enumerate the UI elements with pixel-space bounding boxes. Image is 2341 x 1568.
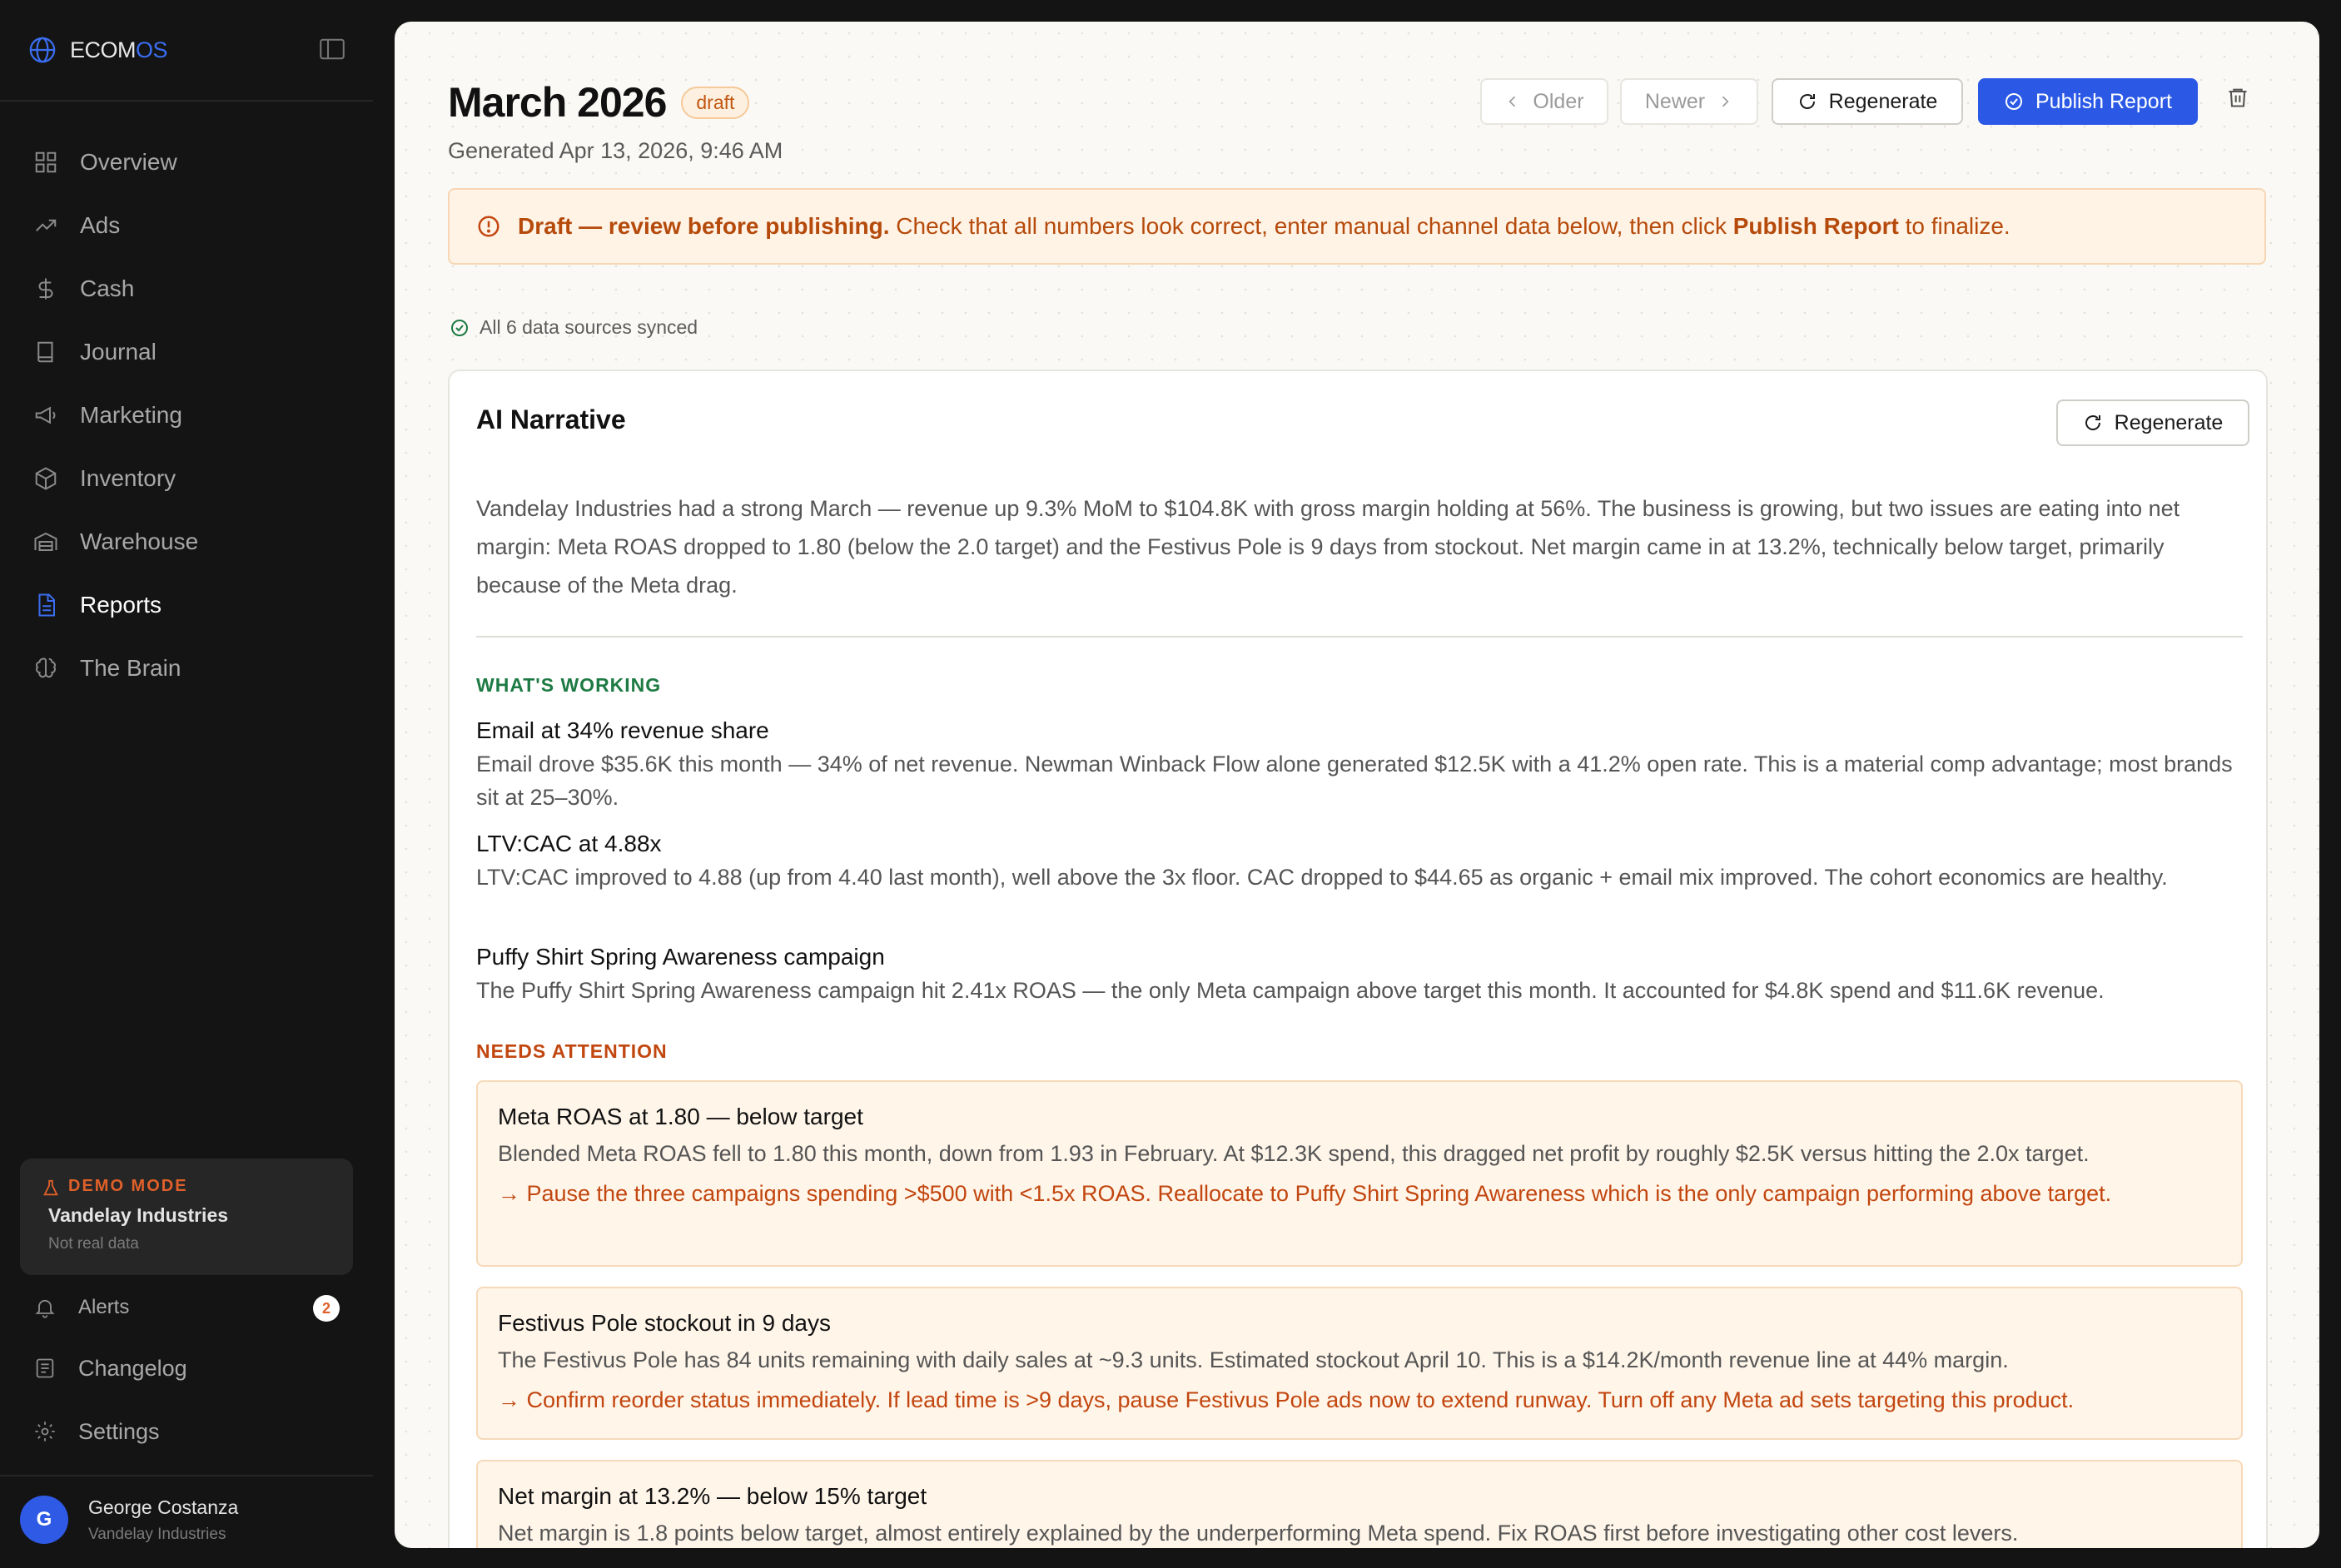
brand-name-part1: ECOM	[70, 37, 136, 62]
sync-status-text: All 6 data sources synced	[480, 316, 698, 338]
regenerate-label: Regenerate	[1828, 89, 1938, 113]
document-icon	[33, 593, 58, 618]
alert-text-2: to finalize.	[1898, 213, 2010, 239]
older-button[interactable]	[1480, 78, 1608, 125]
item-title: LTV:CAC at 4.88x	[476, 831, 662, 856]
globe-icon	[28, 36, 57, 64]
alert-text-1: Check that all numbers look correct, enter manual channel data below, then click	[889, 213, 1733, 239]
item-body: The Puffy Shirt Spring Awareness campaign hit 2.41x ROAS — the only Meta campaign above target this month. It accounted for $4.8K spend and $11.6K revenue.	[476, 978, 2105, 1003]
publish-report-button[interactable]	[1978, 78, 2198, 125]
bell-icon	[33, 1296, 57, 1319]
card-divider	[476, 636, 2243, 638]
sidebar-item-cash[interactable]	[33, 268, 134, 310]
sidebar-collapse-icon[interactable]	[320, 38, 345, 64]
alert-circle-icon	[476, 214, 501, 239]
sidebar-item-alerts[interactable]	[33, 1289, 129, 1326]
sidebar-item-changelog[interactable]	[33, 1350, 187, 1387]
trending-up-icon	[33, 213, 58, 238]
list-item	[476, 717, 2243, 814]
warehouse-icon	[33, 529, 58, 554]
attention-item	[476, 1287, 2243, 1440]
newer-label: Newer	[1644, 89, 1706, 113]
sync-status	[450, 316, 698, 339]
delete-report-button[interactable]	[2226, 85, 2249, 114]
demo-company: Vandelay Industries	[48, 1204, 229, 1226]
user-profile[interactable]	[20, 1496, 238, 1544]
sidebar-item-label: The Brain	[80, 655, 181, 681]
avatar: G	[20, 1496, 68, 1544]
draft-alert-text	[518, 213, 2010, 240]
item-body: Email drove $35.6K this month — 34% of net revenue. Newman Winback Flow alone generated $12.5K with a 41.2% open rate. This is a material comp advantage; most brands sit at 25–30%.	[476, 752, 2233, 810]
item-title: Email at 34% revenue share	[476, 717, 769, 743]
flask-icon	[42, 1179, 60, 1198]
sidebar-item-label: Ads	[80, 212, 121, 238]
sidebar-item-label: Cash	[80, 275, 135, 301]
sidebar-item-overview[interactable]	[33, 141, 177, 183]
sidebar-divider	[0, 100, 373, 102]
sidebar-item-label: Changelog	[78, 1355, 187, 1381]
refresh-icon	[1797, 92, 1817, 112]
sidebar-item-marketing[interactable]	[33, 394, 182, 436]
alert-strong-2: Publish Report	[1732, 213, 1899, 239]
item-title: Puffy Shirt Spring Awareness campaign	[476, 944, 885, 970]
sidebar-item-ads[interactable]	[33, 205, 120, 246]
brain-icon	[33, 656, 58, 681]
sidebar-item-label: Journal	[80, 339, 157, 365]
demo-note: Not real data	[48, 1235, 139, 1253]
sidebar	[0, 0, 373, 1568]
publish-label: Publish Report	[2035, 89, 2172, 113]
needs-attention-label: NEEDS ATTENTION	[476, 1040, 668, 1062]
generated-timestamp: Generated Apr 13, 2026, 9:46 AM	[448, 138, 783, 163]
alert-strong: Draft — review before publishing.	[518, 213, 890, 239]
sidebar-item-label: Marketing	[80, 402, 182, 428]
newer-button[interactable]	[1620, 78, 1758, 125]
narrative-summary: Vandelay Industries had a strong March — revenue up 9.3% MoM to $104.8K with gross margin holding at 56%. The business is growing, but two issues are eating into net margin: Meta ROAS dropped to 1.80 (below the 2.0 target) and the Festivus Pole is 9 days from stockout. Net margin came in at 13.2%, technically below target, primarily because of the Meta drag.	[476, 496, 2180, 598]
attention-body: Net margin is 1.8 points below target, almost entirely explained by the underperforming Meta spend. Fix ROAS first before investigating other cost levers.	[498, 1521, 2019, 1546]
page-title: March 2026	[448, 79, 667, 126]
attention-action: → Pause the three campaigns spending >$500 with <1.5x ROAS. Reallocate to Puffy Shirt Spring Awareness which is the only campaign performing above target.	[498, 1181, 2112, 1206]
chevron-right-icon	[1717, 93, 1733, 110]
regenerate-label: Regenerate	[2114, 410, 2224, 434]
brand-name-part2: OS	[136, 37, 168, 62]
sidebar-item-inventory[interactable]	[33, 458, 176, 499]
attention-item	[476, 1460, 2243, 1548]
box-icon	[33, 466, 58, 491]
attention-title: Festivus Pole stockout in 9 days	[498, 1310, 831, 1336]
sidebar-item-label: Warehouse	[80, 528, 199, 554]
sidebar-item-the-brain[interactable]	[33, 648, 181, 689]
refresh-icon	[2083, 413, 2103, 433]
list-item	[476, 831, 2243, 894]
sidebar-item-label: Alerts	[78, 1296, 130, 1318]
page-header	[448, 78, 749, 127]
gear-icon	[33, 1420, 57, 1443]
grid-icon	[33, 150, 58, 175]
brand-logo[interactable]	[28, 33, 167, 67]
main-panel	[395, 22, 2319, 1548]
user-company: Vandelay Industries	[88, 1525, 226, 1543]
attention-title: Meta ROAS at 1.80 — below target	[498, 1104, 863, 1129]
changelog-icon	[33, 1357, 57, 1380]
user-name: George Costanza	[88, 1496, 239, 1518]
draft-alert	[448, 188, 2266, 265]
attention-body: Blended Meta ROAS fell to 1.80 this month, down from 1.93 in February. At $12.3K spend, this dragged net profit by roughly $2.5K versus hitting the 2.0x target.	[498, 1141, 2090, 1166]
sidebar-item-label: Reports	[80, 592, 162, 618]
sidebar-item-journal[interactable]	[33, 331, 157, 373]
demo-mode-label: DEMO MODE	[68, 1177, 188, 1195]
regenerate-button[interactable]	[1772, 78, 1963, 125]
attention-item	[476, 1080, 2243, 1267]
status-badge: draft	[681, 87, 749, 119]
sidebar-divider	[0, 1475, 373, 1476]
check-circle-icon	[450, 318, 470, 338]
sidebar-item-warehouse[interactable]	[33, 521, 198, 563]
megaphone-icon	[33, 403, 58, 428]
ai-narrative-card	[448, 370, 2268, 1548]
whats-working-label: WHAT'S WORKING	[476, 674, 662, 696]
item-body: LTV:CAC improved to 4.88 (up from 4.40 last month), well above the 3x floor. CAC dropped to $44.65 as organic + email mix improved. The cohort economics are healthy.	[476, 865, 2168, 890]
list-item	[476, 944, 2243, 1007]
attention-title: Net margin at 13.2% — below 15% target	[498, 1483, 927, 1509]
brand-name	[70, 37, 167, 63]
book-icon	[33, 340, 58, 365]
trash-icon	[2226, 85, 2249, 110]
older-label: Older	[1533, 89, 1584, 113]
sidebar-item-label: Overview	[80, 149, 177, 175]
card-title: AI Narrative	[476, 404, 626, 434]
sidebar-item-settings[interactable]	[33, 1413, 160, 1450]
dollar-icon	[33, 276, 58, 301]
narrative-regenerate-button[interactable]	[2056, 399, 2249, 446]
demo-mode-panel	[20, 1159, 353, 1275]
sidebar-item-label: Inventory	[80, 465, 176, 491]
sidebar-item-label: Settings	[78, 1418, 160, 1444]
check-circle-icon	[2004, 92, 2024, 112]
attention-body: The Festivus Pole has 84 units remaining with daily sales at ~9.3 units. Estimated stockout April 10. This is a $14.2K/month revenue line at 44% margin.	[498, 1347, 2009, 1372]
attention-action: → Confirm reorder status immediately. If lead time is >9 days, pause Festivus Pole ads now to extend runway. Turn off any Meta ad sets targeting this product.	[498, 1387, 2075, 1412]
chevron-left-icon	[1504, 93, 1521, 110]
alerts-count-badge: 2	[313, 1295, 340, 1322]
sidebar-item-reports[interactable]	[33, 584, 162, 626]
